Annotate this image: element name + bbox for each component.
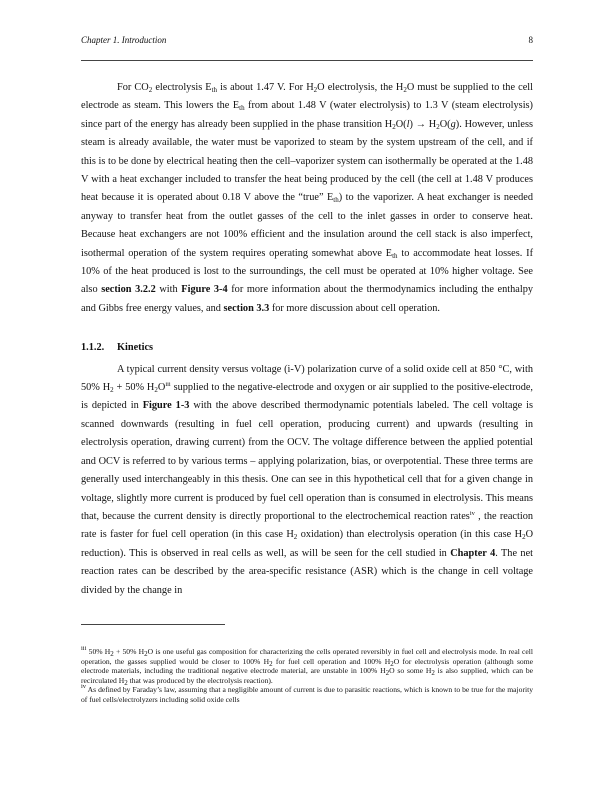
- footnote-iv: $^{iv}$ As defined by Faraday’s law, assuming that a negligible amount of current is due to parasitic reactions, which is known to be true for the majority of fuel cells/electrolyzers including solid oxide cells: [81, 683, 533, 704]
- footnotes: [81, 647, 533, 705]
- page-header: [81, 35, 533, 49]
- footnote-marker-iii: iii: [165, 381, 171, 389]
- footnote-rule: [81, 624, 225, 625]
- footnote-marker-iv: iv: [469, 509, 475, 517]
- section-number: 1.1.2.: [81, 342, 105, 354]
- section-heading-kinetics: [81, 339, 533, 357]
- header-rule: [81, 60, 533, 61]
- paragraph-thermodynamics: For $CO_2$ electrolysis $E_{th}$ is about 1.47 V. For $H_2O$ electrolysis, the $H_2O$ must be supplied to the cell electrode as steam. This lowers the $E_{th}$ from about 1.48 V (water electrolysis) to 1.3 V (steam electrolysis) since part of the energy has already been supplied in the phase transition $H_2O(l) \to H_2O(g)$. However, unless steam is already available, the water must be vaporized to steam by the system upstream of the cell, and if this is to be done by electrical heating then the cell–vaporizer system can isothermally be operated at the 1.48 V with a heat exchanger included to transfer the heat being produced by the cell (the cell at 1.48 V produces heat because it is operated about 0.18 V above the “true” $E_{th}$) to the vaporizer. A heat exchanger is needed anyway to transfer heat from the outlet gasses of the cell to the inlet gasses in order to conserve heat. Because heat exchangers are not 100% efficient and the insulation around the cell stack is also imperfect, isothermal operation of the system requires operating somewhat above $E_{th}$ to accommodate heat losses. If 10% of the heat produced is lost to the surroundings, the cell must be operated at 10% higher voltage. See also section 3.2.2 with Figure 3-4 for more information about the thermodynamics including the enthalpy and Gibbs free energy values, and section 3.3 for more discussion about cell operation.: [81, 82, 534, 314]
- section-ref-3-3: section 3.3: [223, 302, 270, 314]
- section-title: Kinetics: [117, 342, 154, 354]
- page-number: 8: [528, 35, 533, 45]
- footnote-iii: $^{iii}$ 50% $H_2 + 50\%$ $H_2O$ is one useful gas composition for characterizing the cells operated reversibly in fuel cell and electrolysis mode. In real cell operation, the gasses supplied would be closer to 100% $H_2$ for fuel cell operation and 100% $H_2O$ for electrolysis operation (although some electrode materials, including the traditional negative electrode material, are unstable in 100% $H_2O$ so some $H_2$ is also supplied, which can be recirculated $H_2$ that was produced by the electrolysis reaction).: [81, 645, 534, 687]
- chapter-title: Chapter 1. Introduction: [81, 35, 167, 45]
- section-ref-3-2-2: section 3.2.2: [101, 284, 156, 296]
- body-text: [81, 79, 533, 600]
- figure-ref-3-4: Figure 3-4: [181, 284, 228, 296]
- figure-ref-1-3: Figure 1-3: [142, 400, 190, 412]
- paragraph-kinetics: A typical current density versus voltage (i-V) polarization curve of a solid oxide cell at 850 °C, with 50% $H_2 + 50\%$ $H_2O^{iii}$ supplied to the negative-electrode and oxygen or air supplied to the positive-electrode, is depicted in Figure 1-3 with the above described thermodynamic potentials labeled. The cell voltage is scanned downwards (resulting in fuel cell operation, producing current) and upwards (resulting in electrolysis operation, drawing current) from the OCV. The voltage difference between the applied potential and OCV is referred to by various terms – applying polarization, bias, or overpotential. These three terms are generally used interchangeably in this thesis. One can see in this hypothetical cell that for a given change in voltage, slightly more current is produced by fuel cell operation than is consumed in electrolysis. This means that, because the current density is directly proportional to the electrochemical reaction rates$^{iv}$ , the reaction rate is faster for fuel cell operation (in this case $H_2$ oxidation) than electrolysis operation (in this case $H_2O$ reduction). This is observed in real cells as well, as will be seen for the cell studied in Chapter 4. The net reaction rates can be described by the area-specific resistance (ASR) which is the change in cell voltage divided by the change in: [81, 363, 534, 596]
- chapter-ref-4: Chapter 4: [450, 547, 496, 559]
